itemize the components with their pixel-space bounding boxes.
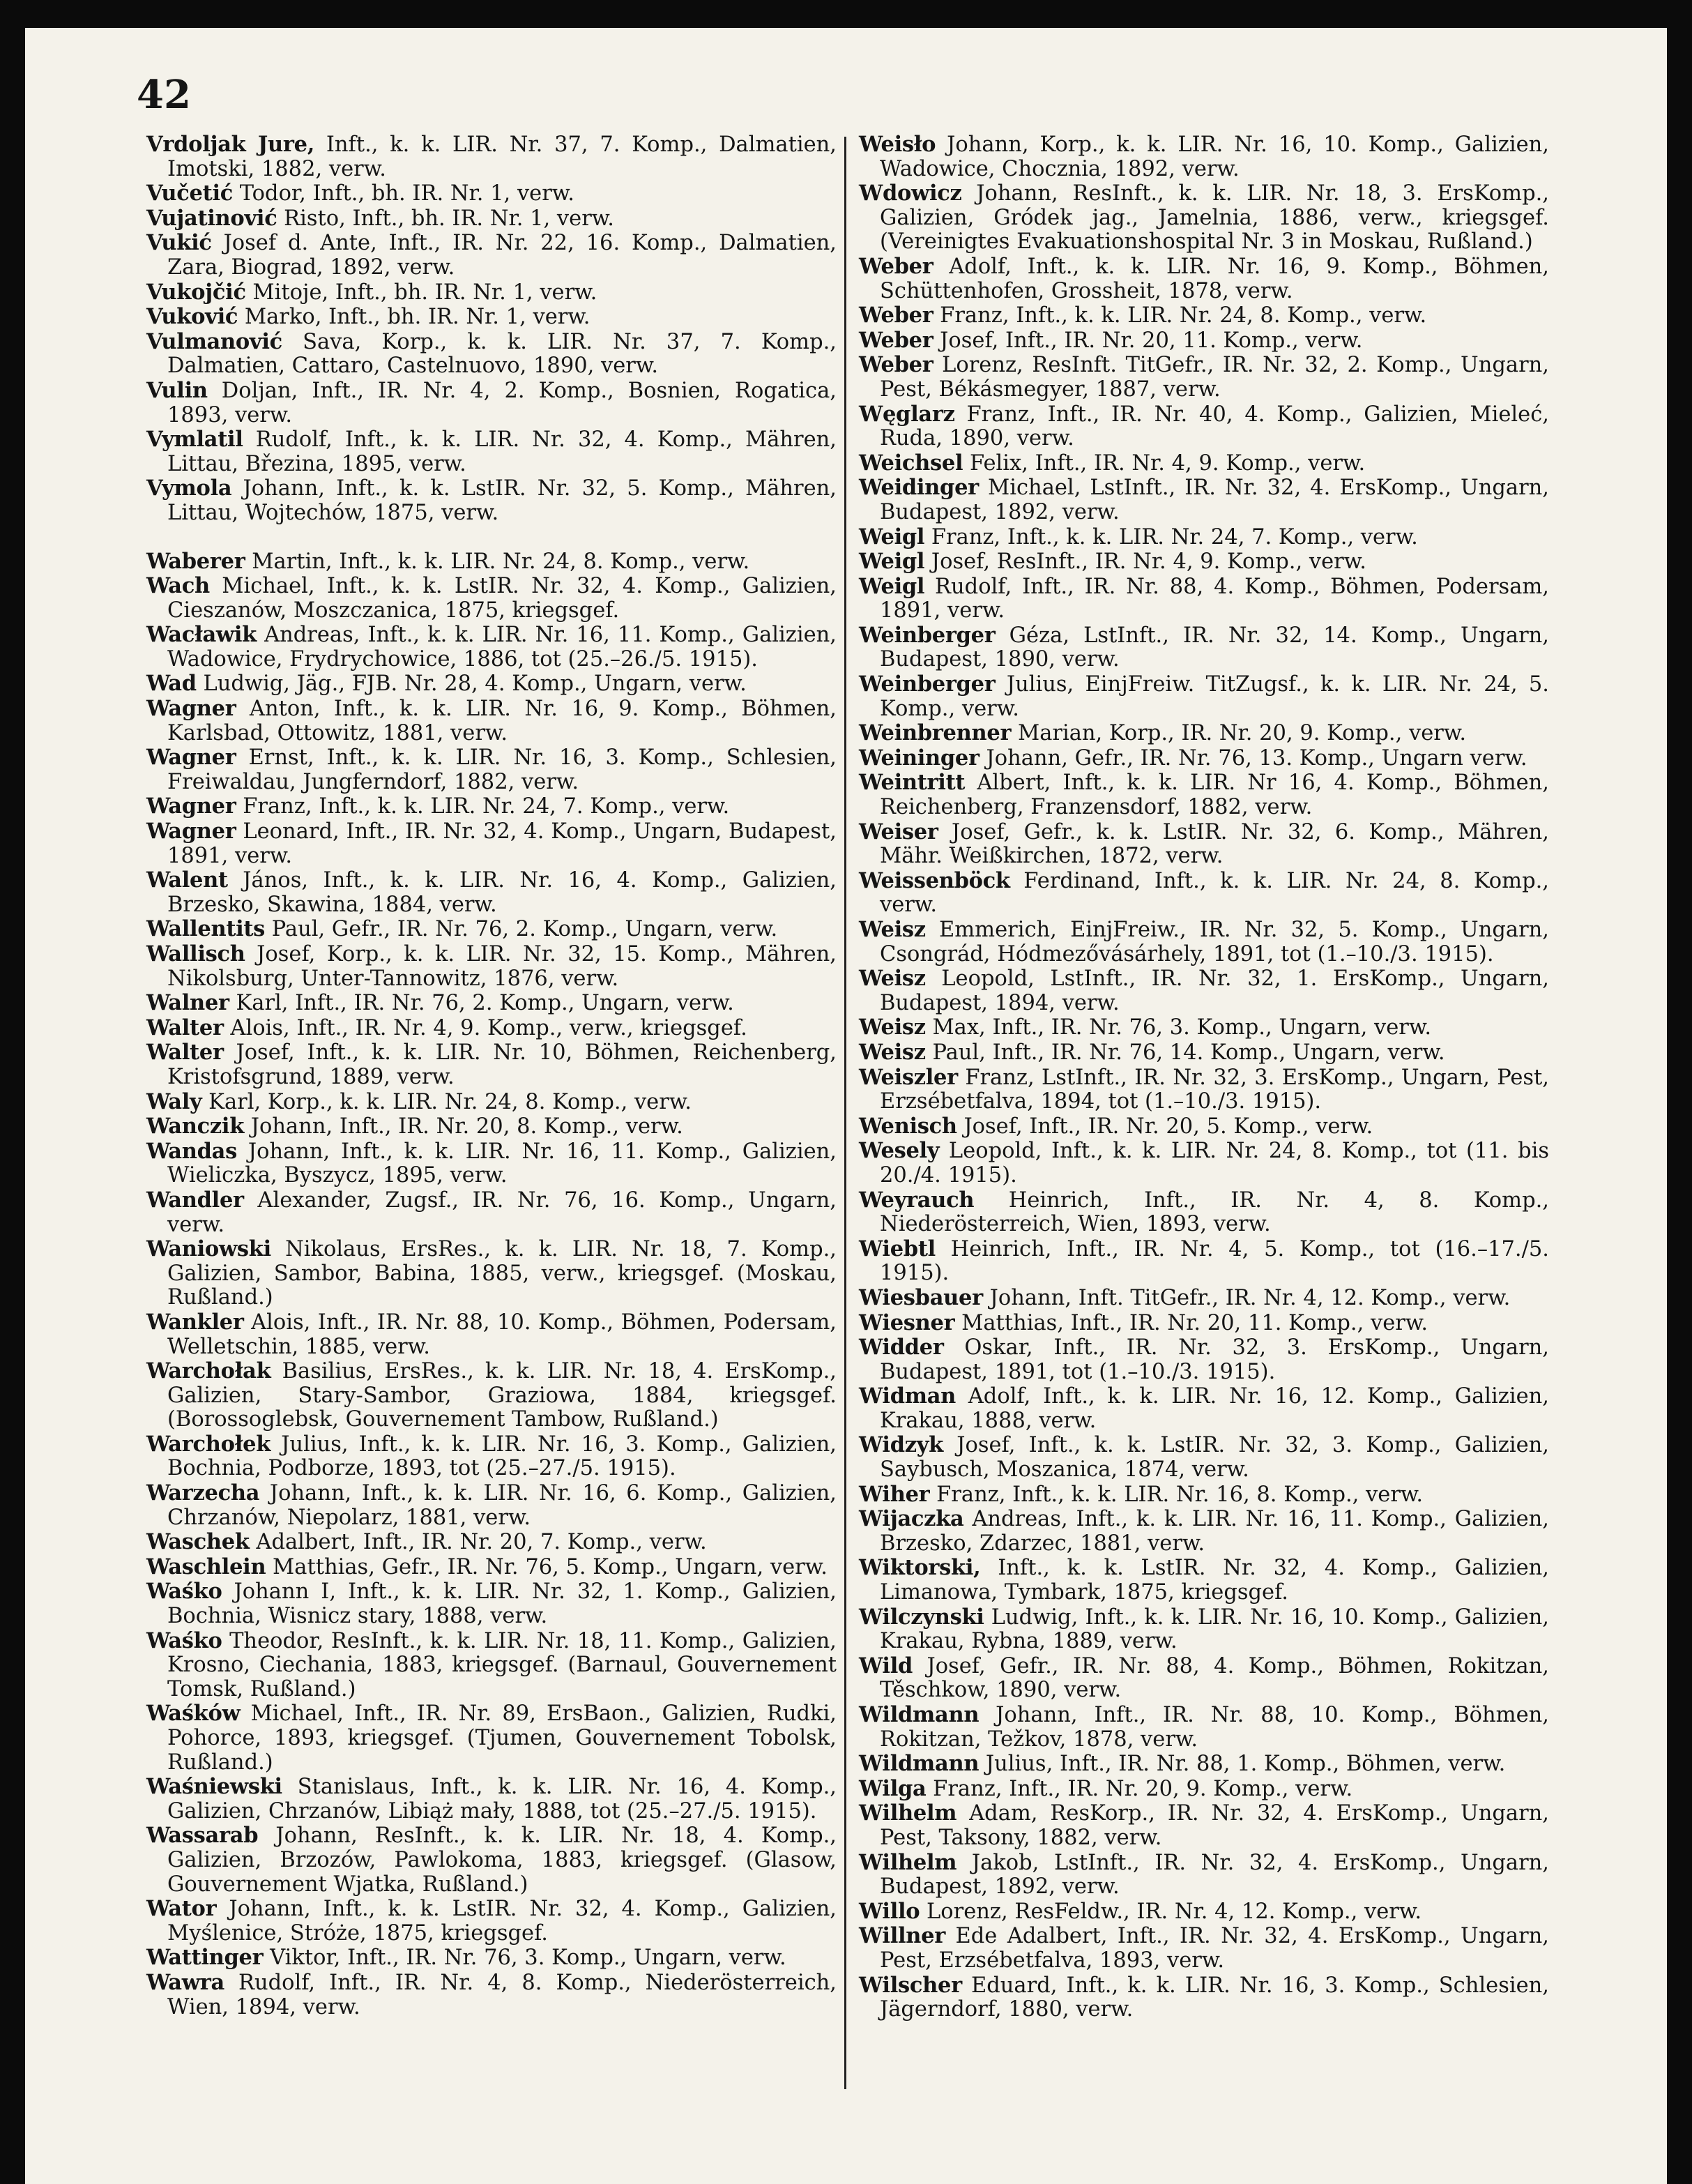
entry-surname: Wildmann (859, 1751, 980, 1777)
entry-surname: Warzecha (146, 1480, 260, 1506)
entry-surname: Wilscher (859, 1972, 962, 1998)
scan-border-right (1667, 0, 1692, 2184)
casualty-entry (146, 1579, 837, 1628)
entry-surname: Wild (859, 1653, 913, 1678)
casualty-entry (859, 1654, 1549, 1703)
casualty-entry (859, 869, 1549, 918)
entry-details: Karl, Korp., k. k. LIR. Nr. 24, 8. Komp., verw. (201, 1089, 692, 1114)
entry-surname: Weber (859, 253, 933, 279)
casualty-entry (859, 1237, 1549, 1286)
entry-surname: Weinberger (859, 622, 996, 648)
entry-surname: Wijaczka (859, 1506, 964, 1532)
entry-surname: Wagner (146, 696, 236, 722)
entry-details: Julius, EinjFreiw. TitZugsf., k. k. LIR. Nr. 24, 5. Komp., verw. (880, 672, 1549, 721)
entry-details: Michael, Inft., k. k. LstIR. Nr. 32, 4. Komp., Galizien, Cieszanów, Moszczanica, 1875, kriegsgef. (167, 574, 837, 623)
casualty-entry (146, 574, 837, 623)
scan-border-left (0, 0, 25, 2184)
entry-surname: Weininger (859, 745, 980, 771)
casualty-entry (146, 1629, 837, 1702)
entry-details: Michael, LstInft., IR. Nr. 32, 4. ErsKomp., Ungarn, Budapest, 1892, verw. (880, 476, 1549, 524)
casualty-entry (859, 1851, 1549, 1899)
casualty-entry (859, 328, 1549, 354)
casualty-entry (859, 672, 1549, 721)
casualty-entry (859, 1924, 1549, 1973)
entry-details: Josef, Inft., k. k. LstIR. Nr. 32, 3. Komp., Galizien, Saybusch, Moszanica, 1874, verw. (880, 1433, 1549, 1482)
casualty-entry (859, 771, 1549, 819)
entry-surname: Wiesner (859, 1310, 955, 1335)
casualty-entry (859, 966, 1549, 1015)
entry-surname: Wdowicz (859, 181, 962, 206)
entry-surname: Wattinger (146, 1945, 264, 1971)
entry-details: Michael, Inft., IR. Nr. 89, ErsBaon., Galizien, Rudki, Pohorce, 1893, kriegsgef. (Tjumen, Gouvernement Tobolsk, Rußland.) (167, 1701, 837, 1775)
entry-surname: Wiebtl (859, 1236, 936, 1261)
entry-surname: Waschek (146, 1529, 250, 1555)
casualty-entry (859, 1335, 1549, 1384)
entry-surname: Wilczynski (859, 1604, 984, 1630)
entry-surname: Wandler (146, 1187, 244, 1213)
entry-surname: Vulmanović (146, 328, 282, 354)
entry-surname: Vulin (146, 377, 208, 403)
entry-details: Julius, Inft., IR. Nr. 88, 1. Komp., Böhmen, verw. (979, 1752, 1506, 1777)
entry-surname: Wilhelm (859, 1849, 957, 1875)
entry-details: Josef, Gefr., k. k. LstIR. Nr. 32, 6. Komp., Mähren, Mähr. Weißkirchen, 1872, verw. (880, 819, 1549, 869)
entry-surname: Weigl (859, 573, 925, 599)
casualty-entry (146, 206, 837, 232)
casualty-entry (146, 305, 837, 330)
casualty-entry (859, 746, 1549, 771)
entry-surname: Węglarz (859, 401, 955, 427)
entry-surname: Walner (146, 990, 229, 1016)
entry-surname: Waschlein (146, 1554, 266, 1579)
entry-details: Johann, Inft. TitGefr., IR. Nr. 4, 12. Komp., verw. (982, 1285, 1511, 1310)
casualty-entry (859, 1801, 1549, 1850)
entry-details: Martin, Inft., k. k. LIR. Nr. 24, 8. Komp., verw. (245, 549, 750, 574)
entry-surname: Weber (859, 303, 933, 328)
entry-details: Johann, Inft., IR. Nr. 88, 10. Komp., Böhmen, Rokitzan, Težkov, 1878, verw. (880, 1703, 1549, 1752)
casualty-entry (146, 1897, 837, 1946)
entry-surname: Weigl (859, 549, 925, 575)
entry-surname: Widzyk (859, 1432, 944, 1458)
entry-details: Alois, Inft., IR. Nr. 4, 9. Komp., verw., kriegsgef. (223, 1015, 747, 1040)
entry-details: Paul, Inft., IR. Nr. 76, 14. Komp., Ungarn, verw. (925, 1040, 1445, 1065)
entry-details: Heinrich, Inft., IR. Nr. 4, 8. Komp., Niederösterreich, Wien, 1893, verw. (880, 1188, 1549, 1237)
casualty-entry (146, 1971, 837, 2019)
casualty-entry (146, 280, 837, 305)
entry-surname: Wilhelm (859, 1800, 957, 1826)
entry-surname: Weber (859, 327, 933, 353)
entry-details: Matthias, Inft., IR. Nr. 20, 11. Komp., verw. (954, 1310, 1428, 1335)
entry-surname: Weinbrenner (859, 720, 1012, 746)
entry-surname: Walter (146, 1015, 224, 1040)
casualty-entry (859, 1040, 1549, 1066)
entry-details: Franz, Inft., k. k. LIR. Nr. 16, 8. Komp., verw. (929, 1482, 1424, 1507)
casualty-entry (859, 132, 1549, 181)
entry-surname: Wilga (859, 1775, 927, 1801)
entry-surname: Wandas (146, 1138, 237, 1164)
entry-surname: Weisło (859, 132, 936, 157)
casualty-entry (146, 1946, 837, 1971)
entry-surname: Vuković (146, 304, 238, 330)
entry-surname: Wiktorski, (859, 1555, 981, 1581)
entry-details: Josef, ResInft., IR. Nr. 4, 9. Komp., verw. (924, 549, 1366, 575)
entry-details: Johann, Inft., k. k. LstIR. Nr. 32, 4. Komp., Galizien, Myślenice, Stróże, 1875, kriegsgef. (167, 1897, 837, 1946)
entry-surname: Vukić (146, 230, 212, 256)
entry-surname: Wiesbauer (859, 1284, 983, 1310)
entry-surname: Weisz (859, 917, 926, 942)
casualty-entry (146, 379, 837, 427)
entry-details: Josef, Gefr., IR. Nr. 88, 4. Komp., Böhmen, Rokitzan, Těschkow, 1890, verw. (880, 1653, 1549, 1703)
casualty-entry (146, 1823, 837, 1897)
entry-details: Inft., k. k. LstIR. Nr. 32, 4. Komp., Galizien, Limanowa, Tymbark, 1875, kriegsgef. (880, 1556, 1549, 1605)
entry-surname: Wesely (859, 1138, 940, 1164)
entry-details: Johann, Inft., k. k. LIR. Nr. 16, 11. Komp., Galizien, Wieliczka, Byszycz, 1895, verw. (167, 1139, 837, 1188)
entry-details: Karl, Inft., IR. Nr. 76, 2. Komp., Ungarn, verw. (229, 991, 734, 1016)
entry-details: Risto, Inft., bh. IR. Nr. 1, verw. (277, 206, 614, 231)
entry-surname: Weiser (859, 819, 938, 844)
casualty-entry (859, 1556, 1549, 1605)
casualty-entry (146, 623, 837, 672)
entry-details: Géza, LstInft., IR. Nr. 32, 14. Komp., Ungarn, Budapest, 1890, verw. (880, 623, 1549, 672)
entry-details: Adolf, Inft., k. k. LIR. Nr. 16, 9. Komp., Böhmen, Schüttenhofen, Grossheit, 1878, verw. (880, 254, 1549, 303)
entry-details: Anton, Inft., k. k. LIR. Nr. 16, 9. Komp., Böhmen, Karlsbad, Ottowitz, 1881, verw. (167, 697, 837, 745)
entry-surname: Willner (859, 1923, 946, 1949)
scan-border-top (0, 0, 1692, 28)
entry-details: Andreas, Inft., k. k. LIR. Nr. 16, 11. Komp., Galizien, Brzesko, Zdarzec, 1881, verw. (880, 1507, 1549, 1556)
entry-details: Johann, ResInft., k. k. LIR. Nr. 18, 3. ErsKomp., Galizien, Gródek jag., Jamelnia, 1886, verw., kriegsgef. (Vereinigtes Evakuationshospital Nr. 3 in Moskau, Rußland.) (880, 181, 1549, 255)
casualty-entry (146, 330, 837, 379)
entry-details: Paul, Gefr., IR. Nr. 76, 2. Komp., Ungarn, verw. (265, 917, 778, 942)
entry-details: Ernst, Inft., k. k. LIR. Nr. 16, 3. Komp., Schlesien, Freiwaldau, Jungferndorf, 1882, verw. (167, 745, 837, 794)
entry-details: Leopold, LstInft., IR. Nr. 32, 1. ErsKomp., Ungarn, Budapest, 1894, verw. (880, 966, 1549, 1015)
entry-surname: Waniowski (146, 1236, 271, 1262)
casualty-entry (146, 181, 837, 206)
entry-surname: Weidinger (859, 475, 979, 501)
entry-details: Franz, Inft., k. k. LIR. Nr. 24, 7. Komp., verw. (924, 524, 1418, 549)
entry-surname: Walent (146, 867, 228, 893)
entry-details: Lorenz, ResInft. TitGefr., IR. Nr. 32, 2. Komp., Ungarn, Pest, Békásmegyer, 1887, verw. (880, 353, 1549, 402)
entry-details: Emmerich, EinjFreiw., IR. Nr. 32, 5. Komp., Ungarn, Csongrád, Hódmezővásárhely, 1891, tot (1.–10./3. 1915). (880, 918, 1549, 966)
casualty-entry (146, 1188, 837, 1237)
entry-surname: Walter (146, 1040, 224, 1066)
entry-surname: Waberer (146, 548, 245, 574)
entry-surname: Weisz (859, 1015, 926, 1040)
casualty-entry (859, 1703, 1549, 1752)
entry-details: Rudolf, Inft., IR. Nr. 4, 8. Komp., Niederösterreich, Wien, 1894, verw. (167, 1970, 837, 2019)
entry-details: Marian, Korp., IR. Nr. 20, 9. Komp., verw. (1011, 721, 1467, 746)
entry-surname: Wad (146, 671, 197, 697)
entry-surname: Vučetić (146, 181, 234, 206)
entry-surname: Waśko (146, 1628, 222, 1653)
casualty-entry (859, 255, 1549, 303)
entry-surname: Weisz (859, 1039, 926, 1065)
casualty-entry (146, 1432, 837, 1481)
entry-details: Theodor, ResInft., k. k. LIR. Nr. 18, 11. Komp., Galizien, Krosno, Ciechania, 1883, kriegsgef. (Barnaul, Gouvernement Tomsk, Rußland.) (167, 1628, 837, 1701)
entry-surname: Wildmann (859, 1702, 980, 1727)
casualty-entry (146, 1775, 837, 1823)
casualty-entry (146, 476, 837, 525)
entry-surname: Widder (859, 1335, 944, 1360)
entry-details: Johann, Korp., k. k. LIR. Nr. 16, 10. Komp., Galizien, Wadowice, Chocznia, 1892, verw. (880, 132, 1549, 181)
casualty-entry (146, 1359, 837, 1432)
entry-details: Johann, ResInft., k. k. LIR. Nr. 18, 4. Komp., Galizien, Brzozów, Pawlokoma, 1883, kriegsgef. (Glasow, Gouvernement Wjatka, Rußland.) (167, 1823, 837, 1897)
entry-details: Adolf, Inft., k. k. LIR. Nr. 16, 12. Komp., Galizien, Krakau, 1888, verw. (880, 1384, 1549, 1433)
casualty-entry (146, 868, 837, 917)
casualty-entry (859, 1752, 1549, 1777)
entry-details: Josef, Inft., IR. Nr. 20, 11. Komp., verw. (933, 328, 1363, 353)
casualty-entry (859, 1973, 1549, 2022)
entry-details: Viktor, Inft., IR. Nr. 76, 3. Komp., Ungarn, verw. (263, 1946, 786, 1971)
entry-details: Franz, Inft., k. k. LIR. Nr. 24, 7. Komp., verw. (236, 794, 730, 819)
entry-details: Nikolaus, ErsRes., k. k. LIR. Nr. 18, 7. Komp., Galizien, Sambor, Babina, 1885, verw., kriegsgef. (Moskau, Rußland.) (167, 1237, 837, 1310)
entry-details: János, Inft., k. k. LIR. Nr. 16, 4. Komp., Galizien, Brzesko, Skawina, 1884, verw. (167, 868, 837, 917)
casualty-entry (146, 1481, 837, 1530)
entry-details: Basilius, ErsRes., k. k. LIR. Nr. 18, 4. ErsKomp., Galizien, Stary-Sambor, Graziowa, 1884, kriegsgef. (Borossoglebsk, Gouvernement Tambow, Rußland.) (167, 1359, 837, 1432)
entry-surname: Wagner (146, 794, 236, 819)
entry-details: Josef, Inft., k. k. LIR. Nr. 10, Böhmen, Reichenberg, Kristofsgrund, 1889, verw. (167, 1040, 837, 1089)
entry-details: Heinrich, Inft., IR. Nr. 4, 5. Komp., tot (16.–17./5. 1915). (880, 1236, 1549, 1286)
entry-details: Franz, Inft., IR. Nr. 20, 9. Komp., verw. (926, 1776, 1353, 1801)
entry-details: Eduard, Inft., k. k. LIR. Nr. 16, 3. Komp., Schlesien, Jägerndorf, 1880, verw. (880, 1973, 1549, 2022)
entry-details: Stanislaus, Inft., k. k. LIR. Nr. 16, 4. Komp., Galizien, Chrzanów, Libiąż mały, 1888, tot (25.–27./5. 1915). (167, 1775, 837, 1823)
casualty-entry (146, 819, 837, 868)
entry-surname: Weyrauch (859, 1187, 975, 1213)
casualty-entry (859, 1188, 1549, 1237)
entry-surname: Wallentits (146, 916, 266, 942)
casualty-entry (146, 1530, 837, 1555)
entry-details: Julius, Inft., k. k. LIR. Nr. 16, 3. Komp., Galizien, Bochnia, Podborze, 1893, tot (25.–27./5. 1915). (167, 1432, 837, 1481)
entry-surname: Widman (859, 1383, 956, 1409)
casualty-entry (859, 1384, 1549, 1433)
casualty-entry (859, 1507, 1549, 1556)
entry-details: Felix, Inft., IR. Nr. 4, 9. Komp., verw. (963, 450, 1366, 476)
casualty-entry (146, 1555, 837, 1580)
casualty-entry (146, 794, 837, 819)
casualty-entry (146, 991, 837, 1016)
casualty-entry (859, 1311, 1549, 1336)
entry-details: Lorenz, ResFeldw., IR. Nr. 4, 12. Komp., verw. (920, 1899, 1422, 1924)
entry-details: Sava, Korp., k. k. LIR. Nr. 37, 7. Komp., Dalmatien, Cattaro, Castelnuovo, 1890, verw. (167, 329, 837, 379)
entry-details: Johann I, Inft., k. k. LIR. Nr. 32, 1. Komp., Galizien, Bochnia, Wisnicz stary, 1888, verw. (167, 1579, 837, 1629)
casualty-entry (859, 1066, 1549, 1114)
entry-surname: Waśków (146, 1701, 241, 1727)
entry-surname: Vukojčić (146, 279, 246, 305)
casualty-entry (859, 1114, 1549, 1139)
entry-details: Rudolf, Inft., IR. Nr. 88, 4. Komp., Böhmen, Podersam, 1891, verw. (880, 574, 1549, 623)
casualty-entry (146, 1040, 837, 1089)
entry-surname: Wallisch (146, 941, 245, 966)
casualty-entry (146, 427, 837, 476)
casualty-entry (859, 623, 1549, 672)
entry-details: Adam, ResKorp., IR. Nr. 32, 4. ErsKomp., Ungarn, Pest, Taksony, 1882, verw. (880, 1801, 1549, 1850)
casualty-entry (859, 549, 1549, 575)
entry-details: Albert, Inft., k. k. LIR. Nr 16, 4. Komp., Böhmen, Reichenberg, Franzensdorf, 1882, verw. (880, 771, 1549, 820)
entry-surname: Wanczik (146, 1114, 245, 1139)
casualty-entry (859, 181, 1549, 255)
entry-details: Ludwig, Jäg., FJB. Nr. 28, 4. Komp., Ungarn, verw. (196, 672, 747, 697)
entry-details: Mitoje, Inft., bh. IR. Nr. 1, verw. (245, 280, 597, 305)
entry-surname: Weissenböck (859, 867, 1010, 893)
entry-surname: Wiher (859, 1481, 930, 1507)
entry-surname: Wach (146, 573, 210, 599)
entry-surname: Wawra (146, 1969, 224, 1995)
entry-details: Andreas, Inft., k. k. LIR. Nr. 16, 11. Komp., Galizien, Wadowice, Frydrychowice, 1886, tot (25.–26./5. 1915). (167, 623, 837, 672)
casualty-entry (859, 1605, 1549, 1654)
column-divider (844, 137, 846, 2089)
casualty-entry (859, 721, 1549, 746)
casualty-entry (146, 942, 837, 991)
entry-surname: Weiszler (859, 1064, 958, 1090)
casualty-entry (146, 917, 837, 942)
right-column (859, 132, 1549, 2022)
entry-surname: Vymola (146, 476, 232, 501)
entry-details: Jakob, LstInft., IR. Nr. 32, 4. ErsKomp., Ungarn, Budapest, 1892, verw. (880, 1850, 1549, 1899)
casualty-entry (859, 820, 1549, 869)
entry-details: Matthias, Gefr., IR. Nr. 76, 5. Komp., Ungarn, verw. (266, 1554, 828, 1579)
casualty-entry (859, 1482, 1549, 1508)
entry-details: Leonard, Inft., IR. Nr. 32, 4. Komp., Ungarn, Budapest, 1891, verw. (167, 819, 837, 868)
casualty-entry (146, 672, 837, 697)
entry-details: Alois, Inft., IR. Nr. 88, 10. Komp., Böhmen, Podersam, Welletschin, 1885, verw. (167, 1310, 837, 1359)
entry-details: Rudolf, Inft., k. k. LIR. Nr. 32, 4. Komp., Mähren, Littau, Březina, 1895, verw. (167, 427, 837, 476)
entry-details: Franz, LstInft., IR. Nr. 32, 3. ErsKomp., Ungarn, Pest, Erzsébetfalva, 1894, tot (1.–10./3. 1915). (880, 1065, 1549, 1114)
page-number: 42 (137, 72, 191, 118)
entry-details: Josef, Inft., IR. Nr. 20, 5. Komp., verw. (956, 1114, 1373, 1139)
entry-surname: Warchołek (146, 1431, 271, 1457)
entry-surname: Waly (146, 1089, 202, 1114)
entry-surname: Wassarab (146, 1823, 259, 1849)
casualty-entry (859, 1899, 1549, 1925)
casualty-entry (146, 1310, 837, 1359)
casualty-entry (146, 549, 837, 575)
casualty-entry (146, 1016, 837, 1041)
casualty-entry (859, 1286, 1549, 1311)
entry-surname: Willo (859, 1898, 920, 1924)
entry-details: Ede Adalbert, Inft., IR. Nr. 32, 4. ErsKomp., Ungarn, Pest, Erzsébetfalva, 1893, verw. (880, 1924, 1549, 1973)
entry-surname: Weisz (859, 966, 926, 992)
casualty-entry (859, 353, 1549, 402)
entry-details: Ludwig, Inft., k. k. LIR. Nr. 16, 10. Komp., Galizien, Krakau, Rybna, 1889, verw. (880, 1605, 1549, 1654)
casualty-entry (146, 1090, 837, 1115)
entry-surname: Wagner (146, 745, 236, 771)
entry-surname: Vrdoljak Jure, (146, 132, 315, 157)
entry-details: Ferdinand, Inft., k. k. LIR. Nr. 24, 8. Komp., verw. (880, 868, 1549, 918)
entry-surname: Vujatinović (146, 205, 277, 231)
entry-details: Leopold, Inft., k. k. LIR. Nr. 24, 8. Komp., tot (11. bis 20./4. 1915). (880, 1139, 1549, 1188)
entry-details: Johann, Inft., IR. Nr. 20, 8. Komp., verw. (244, 1114, 683, 1139)
entry-surname: Weigl (859, 524, 925, 549)
casualty-entry (859, 1139, 1549, 1188)
entry-details: Marko, Inft., bh. IR. Nr. 1, verw. (238, 305, 590, 330)
casualty-entry (146, 132, 837, 181)
entry-surname: Warchołak (146, 1358, 271, 1384)
casualty-entry (146, 231, 837, 280)
entry-surname: Weichsel (859, 450, 963, 476)
casualty-entry (859, 525, 1549, 550)
casualty-entry (859, 451, 1549, 476)
casualty-entry (859, 303, 1549, 328)
entry-details: Oskar, Inft., IR. Nr. 32, 3. ErsKomp., Ungarn, Budapest, 1891, tot (1.–10./3. 1915). (880, 1335, 1549, 1384)
casualty-entry (859, 575, 1549, 623)
entry-details: Johann, Inft., k. k. LstIR. Nr. 32, 5. Komp., Mähren, Littau, Wojtechów, 1875, verw. (167, 476, 837, 525)
entry-details: Alexander, Zugsf., IR. Nr. 76, 16. Komp., Ungarn, verw. (167, 1188, 837, 1237)
entry-surname: Waśniewski (146, 1774, 282, 1800)
entry-details: Franz, Inft., IR. Nr. 40, 4. Komp., Galizien, Mieleć, Ruda, 1890, verw. (880, 402, 1549, 451)
entry-surname: Weintritt (859, 770, 966, 796)
casualty-entry (146, 745, 837, 794)
entry-details: Johann, Inft., k. k. LIR. Nr. 16, 6. Komp., Galizien, Chrzanów, Niepolarz, 1881, verw. (167, 1481, 837, 1530)
entry-details: Josef, Korp., k. k. LIR. Nr. 32, 15. Komp., Mähren, Nikolsburg, Unter-Tannowitz, 1876, verw. (167, 942, 837, 991)
casualty-entry (146, 1114, 837, 1139)
entry-surname: Wenisch (859, 1113, 957, 1139)
casualty-entry (859, 918, 1549, 966)
casualty-entry (146, 1701, 837, 1775)
section-gap (146, 526, 837, 549)
entry-details: Josef d. Ante, Inft., IR. Nr. 22, 16. Komp., Dalmatien, Zara, Biograd, 1892, verw. (167, 231, 837, 280)
entry-details: Inft., k. k. LIR. Nr. 37, 7. Komp., Dalmatien, Imotski, 1882, verw. (167, 132, 837, 181)
entry-surname: Wankler (146, 1309, 244, 1335)
casualty-entry (859, 1433, 1549, 1482)
casualty-entry (146, 697, 837, 745)
entry-surname: Wacławik (146, 622, 257, 648)
left-column (146, 132, 837, 2019)
casualty-entry (859, 402, 1549, 451)
casualty-entry (859, 1015, 1549, 1040)
entry-details: Franz, Inft., k. k. LIR. Nr. 24, 8. Komp., verw. (933, 303, 1427, 328)
entry-details: Doljan, Inft., IR. Nr. 4, 2. Komp., Bosnien, Rogatica, 1893, verw. (167, 378, 837, 427)
entry-details: Todor, Inft., bh. IR. Nr. 1, verw. (233, 181, 574, 206)
entry-surname: Weinberger (859, 672, 996, 697)
casualty-entry (859, 1777, 1549, 1802)
entry-surname: Wagner (146, 819, 236, 844)
entry-surname: Weber (859, 352, 933, 378)
casualty-entry (146, 1237, 837, 1310)
entry-surname: Waśko (146, 1579, 222, 1605)
casualty-entry (859, 476, 1549, 524)
entry-details: Adalbert, Inft., IR. Nr. 20, 7. Komp., verw. (249, 1530, 707, 1555)
entry-details: Max, Inft., IR. Nr. 76, 3. Komp., Ungarn, verw. (925, 1015, 1432, 1040)
entry-surname: Vymlatil (146, 427, 243, 453)
entry-surname: Wator (146, 1896, 217, 1922)
entry-details: Johann, Gefr., IR. Nr. 76, 13. Komp., Ungarn verw. (979, 745, 1527, 771)
casualty-entry (146, 1139, 837, 1188)
